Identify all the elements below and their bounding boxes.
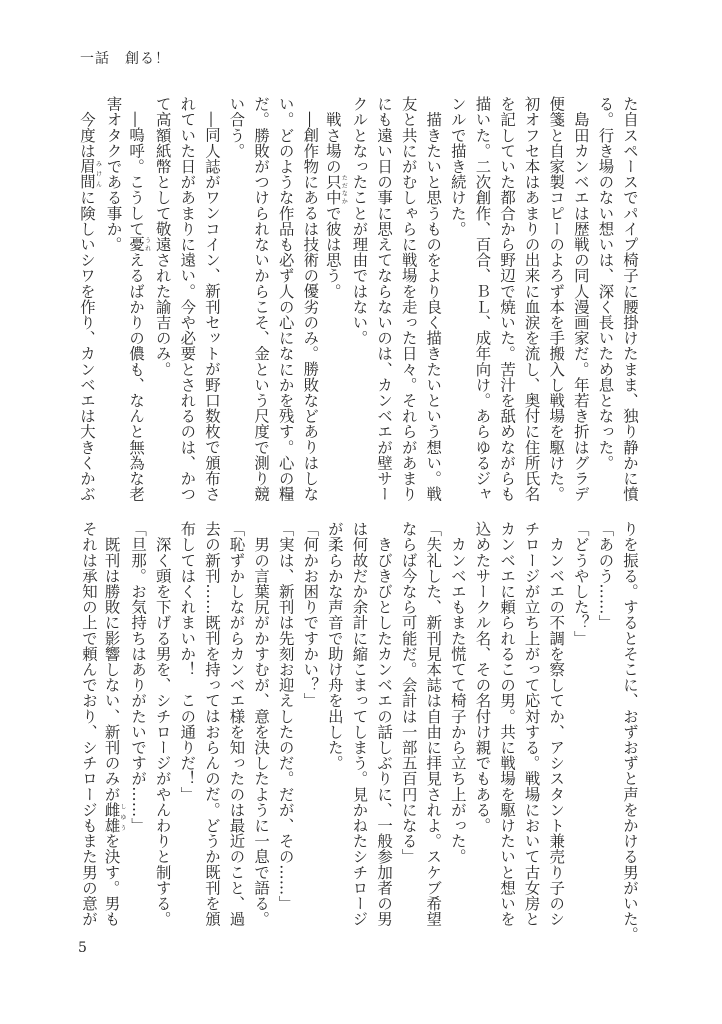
text-segment: 描きたいと思うものをより良く描きたいという想い。戦 — [424, 96, 443, 502]
text-segment: 込めたサークル名、その名付け親でもある。 — [473, 521, 492, 833]
text-column — [445, 521, 470, 927]
text-segment: 害オタクである事か。 — [104, 96, 123, 252]
text-column — [224, 521, 249, 927]
text-column — [421, 96, 446, 502]
text-column — [126, 521, 151, 927]
text-segment: チロージが立ち上がって応対する。戦場において古女房と — [522, 521, 541, 927]
text-segment: 今度は — [77, 96, 96, 159]
text-segment: 布してはくれまいか！ この通りだ！」 — [178, 521, 197, 802]
text-column — [445, 96, 470, 502]
text-column — [322, 521, 347, 927]
text-column — [617, 96, 642, 502]
text-segment: 去の新刊……既刊を持ってはおらんのだ。どうか既刊を頒 — [202, 521, 221, 927]
ruby-annotated-word — [77, 158, 102, 190]
text-column — [593, 96, 618, 502]
ruby-base: 憂 — [127, 236, 146, 252]
text-segment: た自スペースでパイプ椅子に腰掛けたまま、独り静かに憤 — [621, 96, 639, 502]
text-column — [249, 521, 274, 927]
text-segment: にも遠い日の事に思えてならないのは、カンベエが壁サー — [375, 96, 394, 502]
text-segment: ―創作物にあるは技術の優劣のみ。勝敗などありはしな — [301, 96, 320, 502]
text-column — [273, 521, 298, 927]
ruby-annotated-word — [323, 174, 348, 206]
text-segment: い。どのような作品も必ず人の心になにかを残す。心の糧 — [276, 96, 295, 502]
text-segment: きびきびとしたカンベエの話しぶりに、一般参加者の男 — [375, 521, 394, 927]
text-column — [150, 521, 175, 927]
text-column — [396, 521, 421, 927]
page-number: 5 — [78, 940, 87, 956]
text-segment: 「どうやした？」 — [571, 521, 590, 646]
text-column — [519, 521, 544, 927]
text-column — [494, 521, 519, 927]
text-column — [396, 96, 421, 502]
text-segment: ―同人誌がワンコイン、新刊セットが野口数枚で頒布さ — [202, 96, 221, 502]
ruby-base: 眉間 — [77, 158, 96, 190]
text-column — [544, 521, 569, 927]
text-column — [101, 521, 126, 927]
text-column — [371, 521, 396, 927]
text-column — [199, 96, 224, 502]
text-column — [494, 96, 519, 502]
text-segment: 「失礼した、新刊見本誌は自由に拝見されよ。スケブ希望 — [424, 521, 443, 927]
text-segment: 既刊は勝敗に影響しない、新刊のみが — [102, 521, 121, 802]
text-segment: い合う。 — [227, 96, 246, 159]
text-column — [298, 96, 323, 502]
text-segment: ―嗚呼。こうして — [127, 96, 146, 237]
text-segment: クルとなったことが理由ではない。 — [350, 96, 369, 346]
ruby-base: 雌雄 — [102, 801, 121, 834]
text-segment: それは承知の上で頼んでおり、シチロージもまた男の意が — [79, 521, 98, 927]
text-column — [347, 521, 372, 927]
text-segment: が柔らかな声音で助け舟を出した。 — [325, 521, 344, 771]
text-column — [298, 521, 323, 927]
text-column — [470, 96, 495, 502]
text-segment: は何故だか余計に縮こまってしまう。見かねたシチロージ — [350, 521, 369, 927]
text-column — [322, 96, 347, 502]
text-segment: カンベエに頼られるこの男。共に戦場を駆けたいと想いを — [498, 521, 517, 927]
text-column — [568, 521, 593, 927]
text-column — [617, 521, 642, 943]
text-column — [421, 521, 446, 927]
ruby-annotated-word — [127, 236, 151, 252]
text-column — [593, 521, 618, 927]
text-segment: りを振る。するとそこに、おずおずと声をかける男がいた。 — [621, 521, 639, 943]
text-column — [76, 96, 101, 502]
text-segment: て高額紙幣として敬遠された諭吉のみ。 — [153, 96, 172, 377]
ruby-annotated-word — [102, 801, 127, 834]
text-column — [150, 96, 175, 502]
text-column — [76, 521, 101, 927]
text-segment: カンベエもまた慌てて椅子から立ち上がった。 — [448, 521, 467, 865]
text-segment: 「何かお困りですかい？」 — [301, 521, 320, 709]
text-column — [249, 96, 274, 502]
ruby-reading: しゆう — [119, 801, 127, 834]
text-segment: れていた日があまりに遠い。今や必要とされるのは、かつ — [178, 96, 197, 502]
text-column — [175, 521, 200, 927]
text-column — [126, 96, 151, 502]
text-segment: カンベエの不調を察してか、アシスタント兼売り子のシ — [547, 521, 566, 927]
ruby-base: 只中 — [323, 174, 342, 206]
text-segment: えるばかりの儂も、なんと無為な老 — [127, 252, 146, 502]
text-column — [347, 96, 372, 502]
text-segment: を記していた都合から野辺で焼いた。苦汁を舐めながらも — [498, 96, 517, 502]
text-column — [273, 96, 298, 502]
text-segment: で彼は思う。 — [323, 205, 342, 299]
text-segment: を決す。男も — [102, 833, 121, 927]
text-column — [199, 521, 224, 927]
text-segment: 戦さ場の — [323, 96, 342, 174]
text-column — [470, 521, 495, 927]
text-segment: 島田カンベエは歴戦の同人漫画家だ。年若き折はグラデ — [571, 96, 590, 502]
text-segment: ンルで描き続けた。 — [448, 96, 467, 237]
text-segment: 友と共にがむしゃらに戦場を走った日々。それらがあまり — [399, 96, 418, 502]
text-segment: 描いた。二次創作、百合、ＢＬ、成年向け。あらゆるジャ — [473, 96, 492, 502]
ruby-reading: ただなか — [340, 174, 348, 206]
text-column — [224, 96, 249, 502]
ruby-reading: うれ — [143, 236, 151, 252]
text-segment: に険しいシワを作り、カンベエは大きくかぶ — [77, 189, 96, 502]
ruby-reading: みけん — [94, 158, 102, 190]
text-segment: 「あのう……」 — [596, 521, 615, 631]
upper-text-block — [76, 96, 642, 502]
text-column — [101, 96, 126, 502]
text-segment: 便箋と自家製コピーのよろず本を手搬入し戦場を駆けた。 — [547, 96, 566, 502]
text-segment: 「旦那。お気持ちはありがたいですが……」 — [129, 521, 148, 833]
text-column — [371, 96, 396, 502]
text-segment: だ。勝敗がつけられないからこそ、金という尺度で測り競 — [252, 96, 271, 502]
text-segment: 「実は、新刊は先刻お迎えしたのだ。だが、その……」 — [276, 521, 295, 911]
text-segment: 男の言葉尻がかすむが、意を決したように一息で語る。 — [252, 521, 271, 927]
text-segment: る。行き場のない想いは、深く長いため息となった。 — [596, 96, 615, 471]
lower-text-block — [76, 521, 642, 943]
running-title: 一話 創る！ — [80, 51, 170, 67]
text-segment: 深く頭を下げる男を、シチロージがやんわりと制する。 — [153, 521, 172, 927]
text-segment: 初オフセ本はあまりの出来に血涙を流し、奥付に住所氏名 — [522, 96, 541, 502]
text-segment: 「恥ずかしながらカンベエ様を知ったのは最近のこと、過 — [227, 521, 246, 927]
text-column — [175, 96, 200, 502]
text-column — [519, 96, 544, 502]
text-column — [544, 96, 569, 502]
text-column — [568, 96, 593, 502]
text-segment: ならば今なら可能だ。会計は一部五百円になる」 — [399, 521, 418, 865]
